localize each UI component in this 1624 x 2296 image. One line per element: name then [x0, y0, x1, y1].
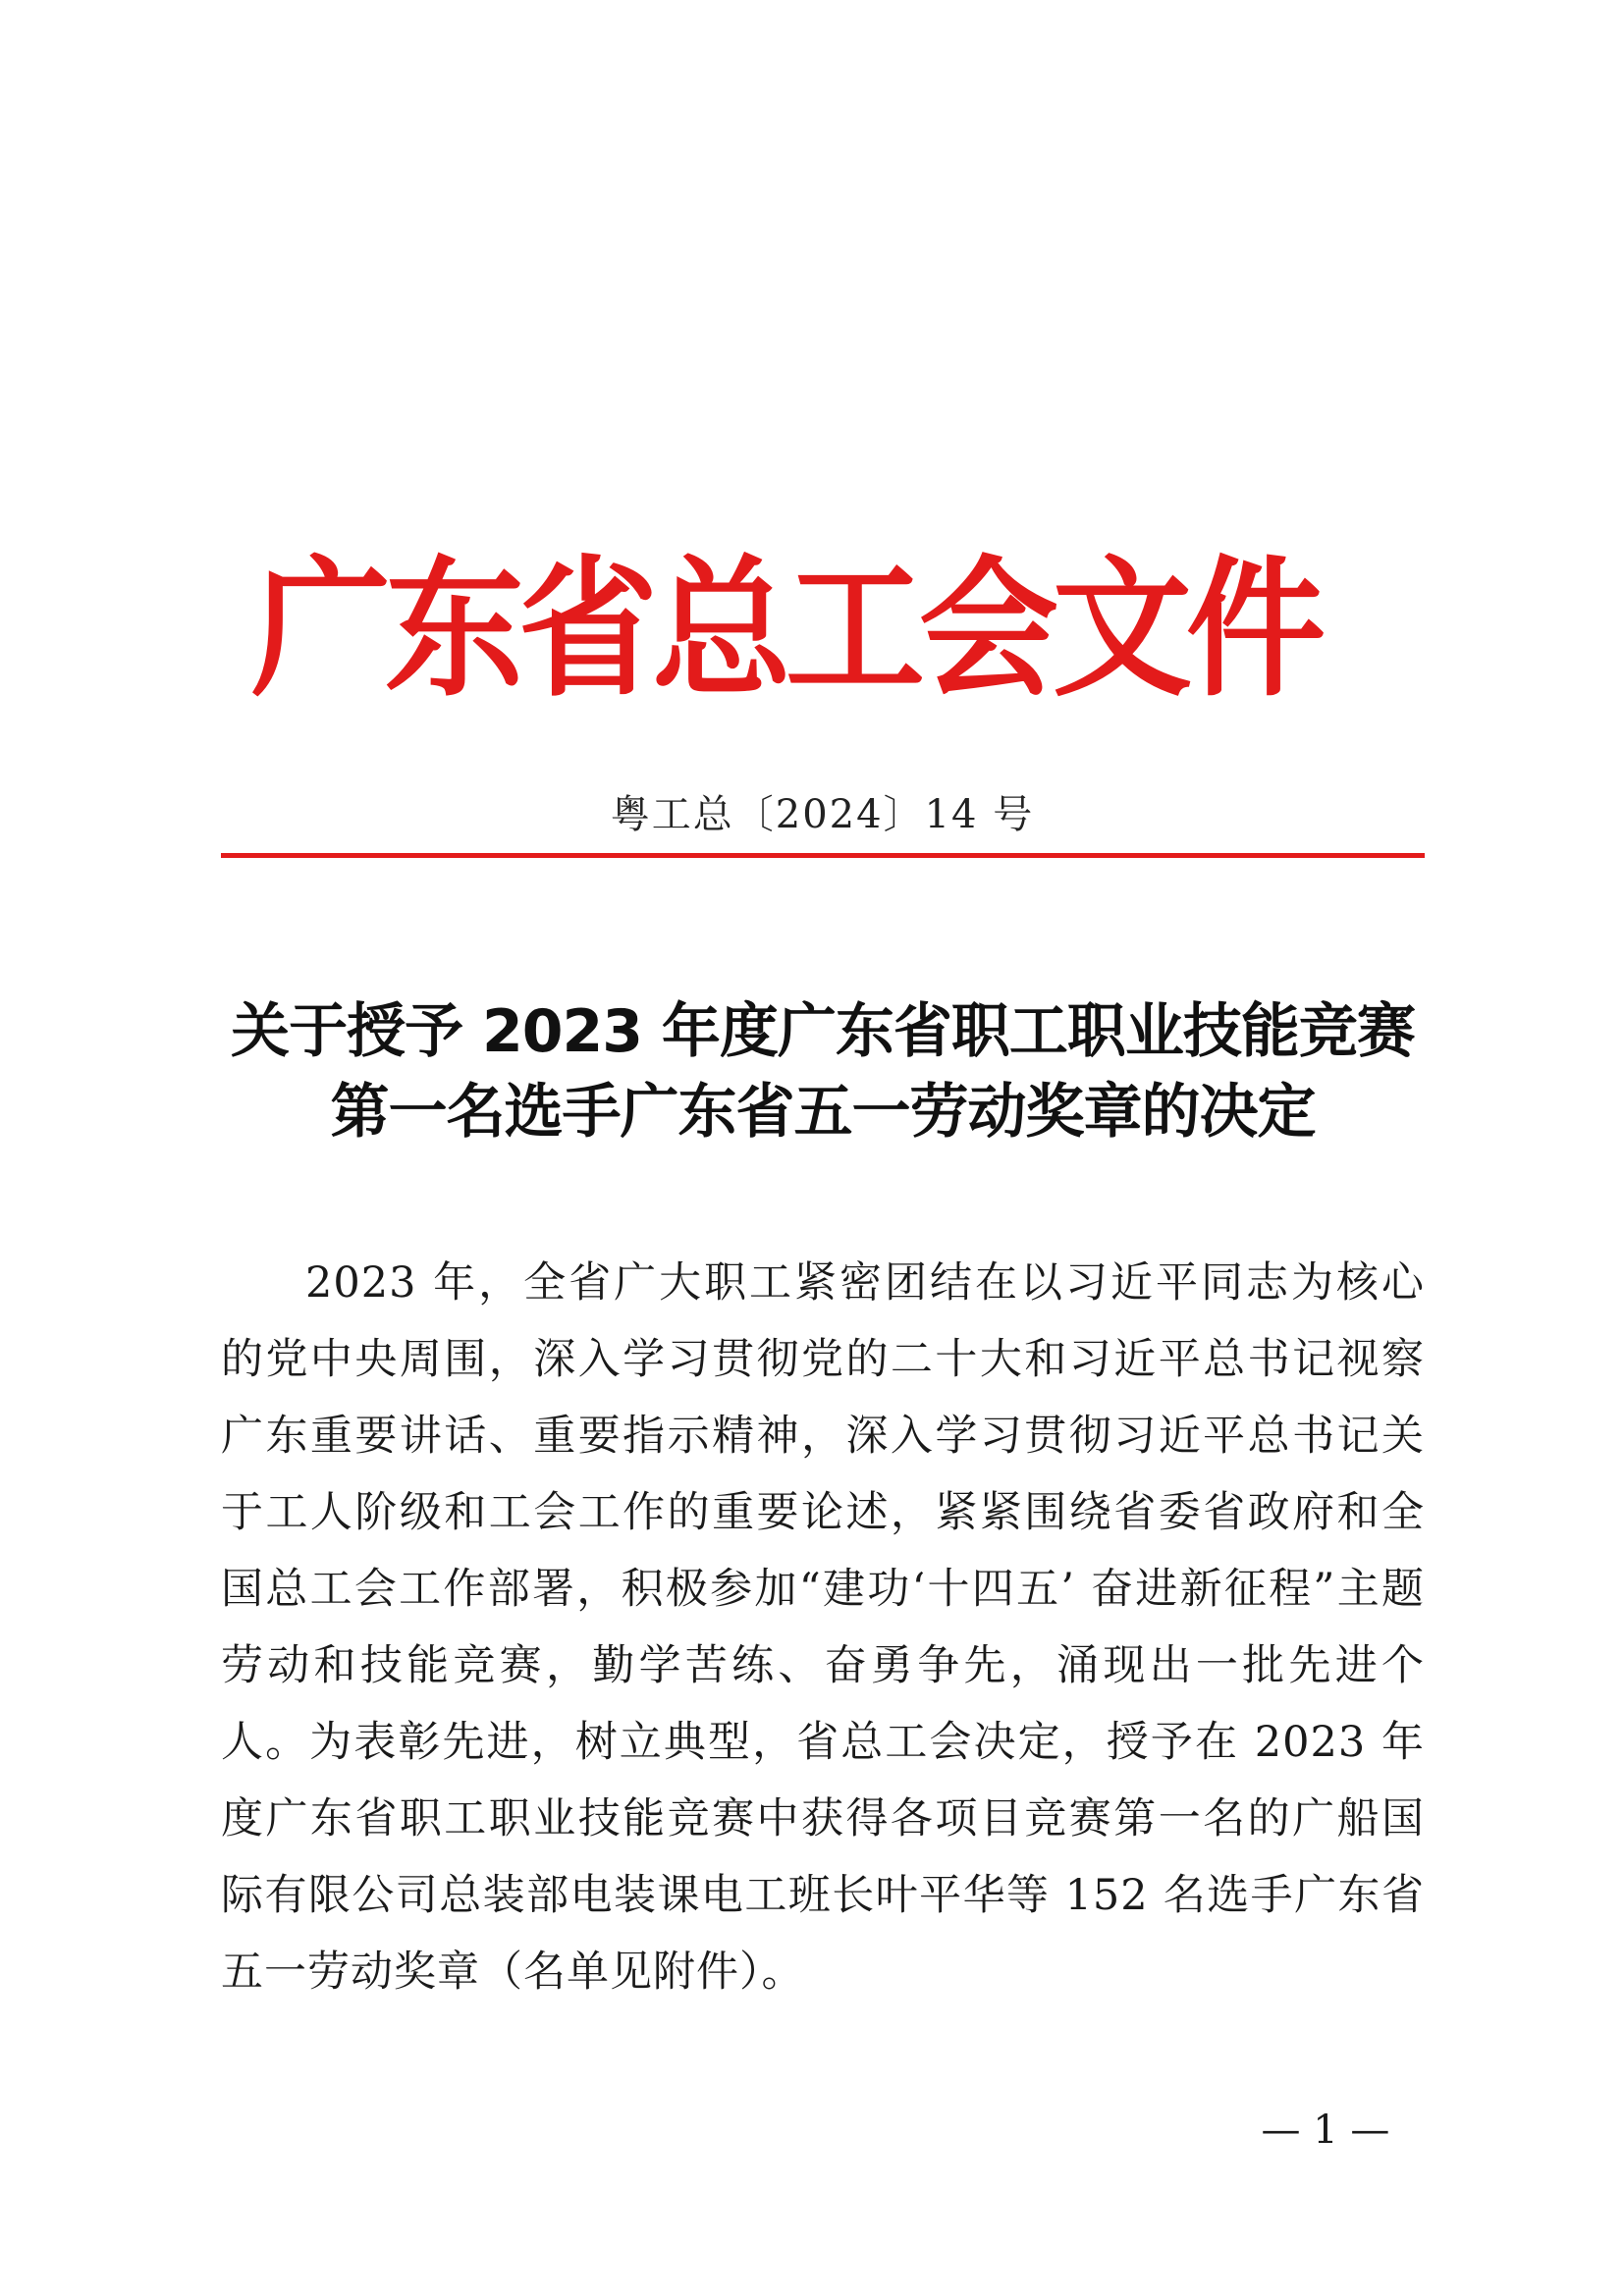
document-title — [221, 991, 1425, 1152]
red-divider-rule — [221, 853, 1425, 858]
body-paragraph: 2023 年，全省广大职工紧密团结在以习近平同志为核心的党中央周围，深入学习贯彻党的二十大和习近平总书记视察广东重要讲话、重要指示精神，深入学习贯彻习近平总书记关于工人阶级和工会工作的重要论述，紧紧围绕省委省政府和全国总工会工作部署，积极参加“建功‘十四五’ 奋进新征程”主题劳动和技能竞赛，勤学苦练、奋勇争先，涌现出一批先进个人。为表彰先进，树立典型，省总工会决定，授予在 2023 年度广东省职工职业技能竞赛中获得各项目竞赛第一名的广船国际有限公司总装部电装课电工班长叶平华等 152 名选手广东省五一劳动奖章（名单见附件）。 — [221, 1258, 1425, 1997]
document-number: 粤工总〔2024〕14 号 — [610, 792, 1035, 837]
body-text — [221, 1245, 1425, 2010]
page-number: — 1 — — [1261, 2108, 1390, 2153]
title-line-1: 关于授予 2023 年度广东省职工职业技能竞赛 — [231, 997, 1415, 1066]
masthead-title: 广东省总工会文件 — [251, 542, 1320, 718]
title-line-2: 第一名选手广东省五一劳动奖章的决定 — [330, 1078, 1316, 1147]
